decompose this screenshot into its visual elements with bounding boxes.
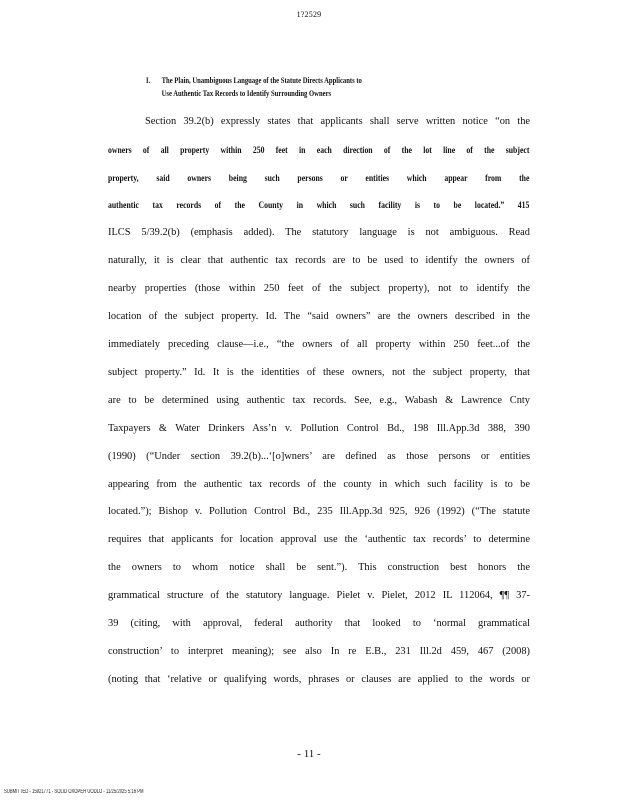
heading-line-1 [146, 74, 442, 87]
document-number: 1?2529 [296, 10, 322, 19]
heading-text-1: The Plain, Unambiguous Language of the Statute Directs Applicants to [161, 75, 362, 85]
body-line: property, said owners being such persons or entities which appear from the [108, 173, 530, 183]
heading-number: I. [146, 75, 151, 85]
heading-line-2: Use Authentic Tax Records to Identify Surrounding Owners [161, 88, 332, 98]
body-line: grammatical structure of the statutory language. Pielet v. Pielet, 2012 IL 112064, ¶¶ 37- [108, 590, 530, 601]
body-line: Section 39.2(b) expressly states that applicants shall serve written notice “on the [145, 116, 530, 127]
body-line: location of the subject property. Id. The “said owners” are the owners described in the [108, 311, 530, 322]
body-line: appearing from the authentic tax records of the county in which such facility is to be [108, 479, 530, 490]
body-line: (1990) (“Under section 39.2(b)...‘[o]wners’ are defined as those persons or entities [108, 451, 530, 462]
submission-stamp: SUBMITTED - 15921771 - SOLID OXOPEH UODLO - 11/25/2025 5:16 PM [4, 789, 144, 795]
body-line: Taxpayers & Water Drinkers Ass’n v. Pollution Control Bd., 198 Ill.App.3d 388, 390 [108, 423, 530, 434]
body-line: 39 (citing, with approval, federal authority that looked to ‘normal grammatical [108, 618, 530, 629]
body-line: (noting that ‘relative or qualifying words, phrases or clauses are applied to the words or [108, 674, 530, 685]
section-heading [146, 74, 442, 100]
body-line: construction’ to interpret meaning); see also In re E.B., 231 Ill.2d 459, 467 (2008) [108, 646, 530, 657]
body-line: located.”); Bishop v. Pollution Control Bd., 235 Ill.App.3d 925, 926 (1992) (“The statute [108, 506, 530, 517]
body-line: are to be determined using authentic tax records. See, e.g., Wabash & Lawrence Cnty [108, 395, 530, 406]
body-line: requires that applicants for location approval use the ‘authentic tax records’ to determine [108, 534, 530, 545]
body-line: immediately preceding clause—i.e., “the owners of all property within 250 feet...of the [108, 339, 530, 350]
body-line: ILCS 5/39.2(b) (emphasis added). The statutory language is not ambiguous. Read [108, 227, 530, 238]
body-line: naturally, it is clear that authentic tax records are to be used to identify the owners of [108, 255, 530, 266]
body-line: nearby properties (those within 250 feet of the subject property), not to identify the [108, 283, 530, 294]
body-line: the owners to whom notice shall be sent.”). This construction best honors the [108, 562, 530, 573]
body-line: subject property.” Id. It is the identities of these owners, not the subject property, that [108, 367, 530, 378]
page-number: - 11 - [297, 748, 321, 760]
body-line: owners of all property within 250 feet in each direction of the lot line of the subject [108, 145, 530, 155]
body-line: authentic tax records of the County in which such facility is to be located.” 415 [108, 200, 530, 210]
